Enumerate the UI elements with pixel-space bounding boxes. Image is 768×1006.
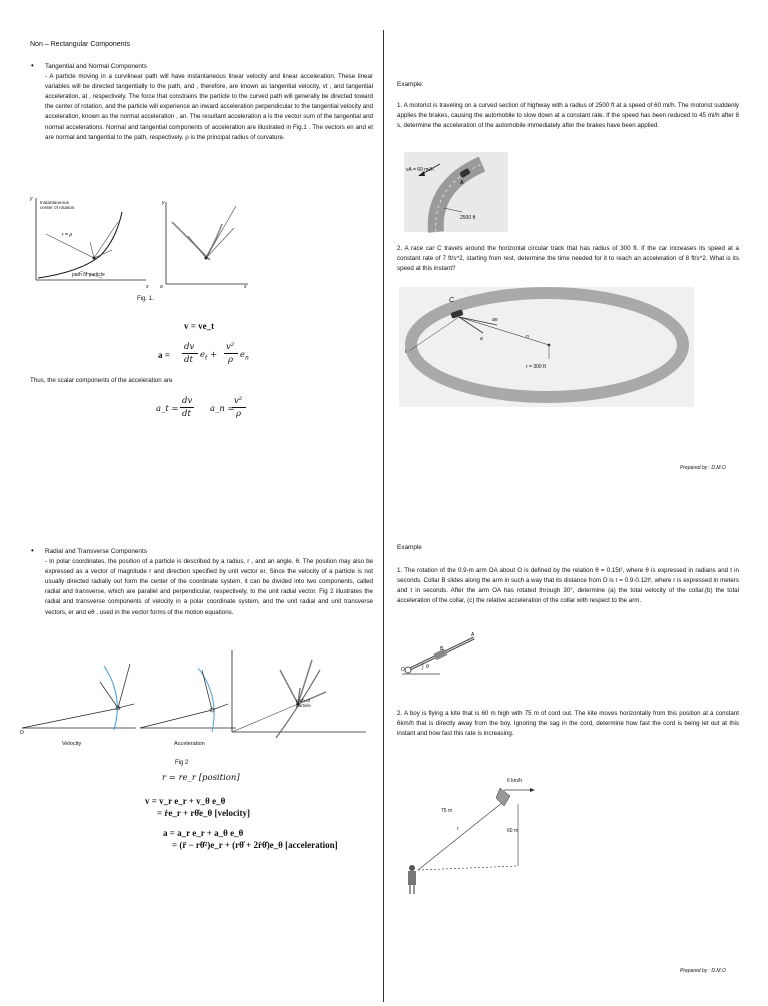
- eq-acceleration-polar-1: a = a_r e_r + a_θ e_θ: [163, 828, 244, 838]
- fig2-acceleration-diagram: [138, 656, 238, 736]
- fig1r-label-x: x: [244, 284, 247, 290]
- label-instantaneous: Instantaneous: [40, 200, 69, 205]
- fig1-right-diagram: [160, 200, 250, 288]
- fig1r-label-o: o: [160, 284, 163, 290]
- ex1-radius-label: 2500 ft: [460, 215, 476, 221]
- ex2-racetrack-figure: [399, 287, 694, 407]
- eq-velocity-polar-2: = ṙe_r + rθ̇e_θ [velocity]: [157, 808, 250, 818]
- fig1-label-radius: r = ρ: [62, 232, 73, 238]
- fig2-velocity-label: Velocity: [62, 741, 82, 747]
- ex1-speed-label: vA = 60 mi/h: [406, 167, 434, 173]
- bullet-1: •: [31, 61, 34, 70]
- eq-acceleration: a = dv dt $e_t$ + v² ρ $e_n$: [158, 342, 249, 365]
- ex2b-height-label: 60 m: [507, 828, 519, 834]
- footer-bottom: Prepared by : D.M.O: [680, 968, 726, 974]
- example-2-top: 2. A race car C travels around the horizontal circular track that has radius of 300 ft. If the car increases its speed at a constant rate of 7 ft/s^2, starting from rest, determine the time needed for it to reach an acceleration of 8 ft/s^2. What is its speed at this instant?: [397, 245, 739, 273]
- ex2b-cord-label: 75 m: [441, 808, 453, 814]
- eq-at: a_t =: [156, 404, 179, 414]
- section-title: Tangential and Normal Components: [45, 63, 147, 70]
- frac-bar-1: [182, 353, 198, 354]
- example-heading-bottom: Example: [397, 544, 422, 551]
- section-tangential-normal: [45, 62, 373, 143]
- bullet-2: •: [31, 546, 34, 555]
- eq-velocity: v = ve_t: [184, 321, 215, 331]
- fig1r-label-y: y: [162, 200, 165, 206]
- ex2-car-label: C: [449, 297, 455, 304]
- ex1b-b-label: B: [440, 646, 444, 652]
- eq-position: r = re_r [position]: [162, 773, 240, 783]
- fig1-label-x: x: [146, 284, 149, 290]
- fig2-caption: Fig 2: [175, 760, 189, 766]
- ex1b-theta-label: θ: [426, 664, 429, 670]
- eq-a-num2: v²: [226, 342, 235, 352]
- example-heading-top: Example:: [397, 81, 424, 88]
- ex2-radius-label: r = 300 ft: [526, 364, 546, 370]
- fig2-acceleration-label: Acceleration: [174, 741, 205, 747]
- fig1-label-y: y: [30, 196, 33, 202]
- section2-title: Radial and Transverse Components: [45, 548, 147, 555]
- ex1b-a-label: A: [471, 632, 475, 638]
- ex1-highway-figure: [404, 152, 508, 232]
- ex1-point-label: A: [460, 180, 464, 186]
- section-radial-transverse: [45, 547, 373, 618]
- example-1-top: 1. A motorist is traveling on a curved section of highway with a radius of 2500 ft at a speed of 60 mi/h. The motorist suddenly applies the brakes, causing the automobile to slow down at a constant rate. If the speed has been reduced to 45 mi/h after 8 s, determine the acceleration of the automobile immediately after the brakes have been applied.: [397, 102, 739, 130]
- section-body: - A particle moving in a curvilinear path will have instantaneous linear velocity and linear acceleration. These linear variables will be directed tangentially to the path, and , therefore, are known as tangential velocity, vt , and tangential acceleration, at , respectively. The force that constrains the particle to the curved path will generally be directed toward the center of rotation, and the particle will experience an inward acceleration perpendicular to the tangential velocity and acceleration, known as the normal acceleration , an. The resultant acceleration a is the vector sum of the tangential and normal accelerations. Normal and tangential components of acceleration are illustrated in Fig.1 . The vectors en and et are normal and tangential to the path, respectively. ρ is the principal radius of curvature.: [45, 73, 373, 141]
- ex2-t-label: t: [405, 349, 407, 355]
- column-divider: [383, 30, 384, 1002]
- ex2b-speed-label: 6 km/h: [507, 778, 523, 784]
- frac-bar-4: [232, 407, 246, 408]
- frac-bar-2: [224, 353, 238, 354]
- eq-an: a_n =: [210, 404, 235, 414]
- fig2-velocity-diagram: [18, 656, 138, 736]
- fig2-path-diagram: [228, 648, 368, 740]
- eq-a-den1: dt: [184, 355, 193, 365]
- example-2-bottom: 2. A boy is flying a kite that is 60 m high with 75 m of cord out. The kite moves horizontally from this position at a constant 6km/h that is directly away from the boy. Ignoring the sag in the cord, determine how fast the cord is being let out at this instant and how fast this rate is increasing.: [397, 710, 739, 738]
- fig2-path-label: path of particle: [296, 698, 311, 708]
- label-center-rotation: center of rotation: [40, 205, 75, 210]
- eq-a-den2: ρ: [228, 355, 233, 365]
- ex2-n-label: n: [526, 334, 529, 340]
- ex2b-r-label: r: [457, 826, 459, 832]
- fig2-o-label: O: [20, 730, 24, 736]
- eq-velocity-polar-1: v = v_r e_r + v_θ e_θ: [145, 796, 226, 806]
- ex1b-o-label: O: [401, 667, 405, 673]
- example-1-bottom: 1. The rotation of the 0.9-m arm OA about O is defined by the relation θ = 0.15t², where θ is expressed in radians and t in seconds. Collar B slides along the arm in such a way that its distance from O is r = 0.9-0.12t², where r is expressed in meters and t in seconds. After the arm OA has rotated through 30°, determine (a) the total velocity of the collar,(b) the total acceleration of the collar, (c) the relative acceleration of the collar with respect to the arm.: [397, 567, 739, 605]
- section2-body: - In polar coordinates, the position of a particle is described by a radius, r , and an angle, θ. The position may also be expressed as a vector of magnitude r and direction specified by unit vector er. Since the velocity of a particle is not usually directed radially out form the center of the coordinate system, it can be divided into two components, called radial and transverse, which are parallel and perpendicular, respectively, to the unit radial vector. Fig 2 illustrates the radial and transverse components of velocity in a polar coordinate system, and the unit radial and unit transverse vectors, er and eθ , used in the vector forms of the motion equations.: [45, 558, 373, 616]
- ex2-kite-figure: [404, 776, 544, 896]
- ex2-a-label: a: [480, 336, 483, 342]
- eq-acceleration-polar-2: = (r̈ − rθ̇²)e_r + (rθ̈ + 2ṙθ̇)e_θ [acceleration]: [172, 840, 338, 850]
- ex1-arm-collar-figure: [400, 632, 480, 676]
- fig1-caption: Fig. 1.: [137, 296, 154, 302]
- eq-a-num1: dv: [184, 342, 195, 352]
- fig1-label-center: [40, 200, 74, 210]
- footer-top: Prepared by : D.M.O: [680, 465, 726, 471]
- scalar-components-text: Thus, the scalar components of the acceleration are: [30, 377, 173, 384]
- ex2-an-label: an: [492, 317, 498, 323]
- frac-bar-3: [180, 407, 194, 408]
- eq-scalar: a_t = dv dt a_n = v² ρ: [156, 396, 243, 419]
- page-heading: Non – Rectangular Components: [30, 41, 131, 48]
- eq-a-lhs: a =: [158, 350, 170, 360]
- fig1-label-path: path of particle: [72, 272, 105, 278]
